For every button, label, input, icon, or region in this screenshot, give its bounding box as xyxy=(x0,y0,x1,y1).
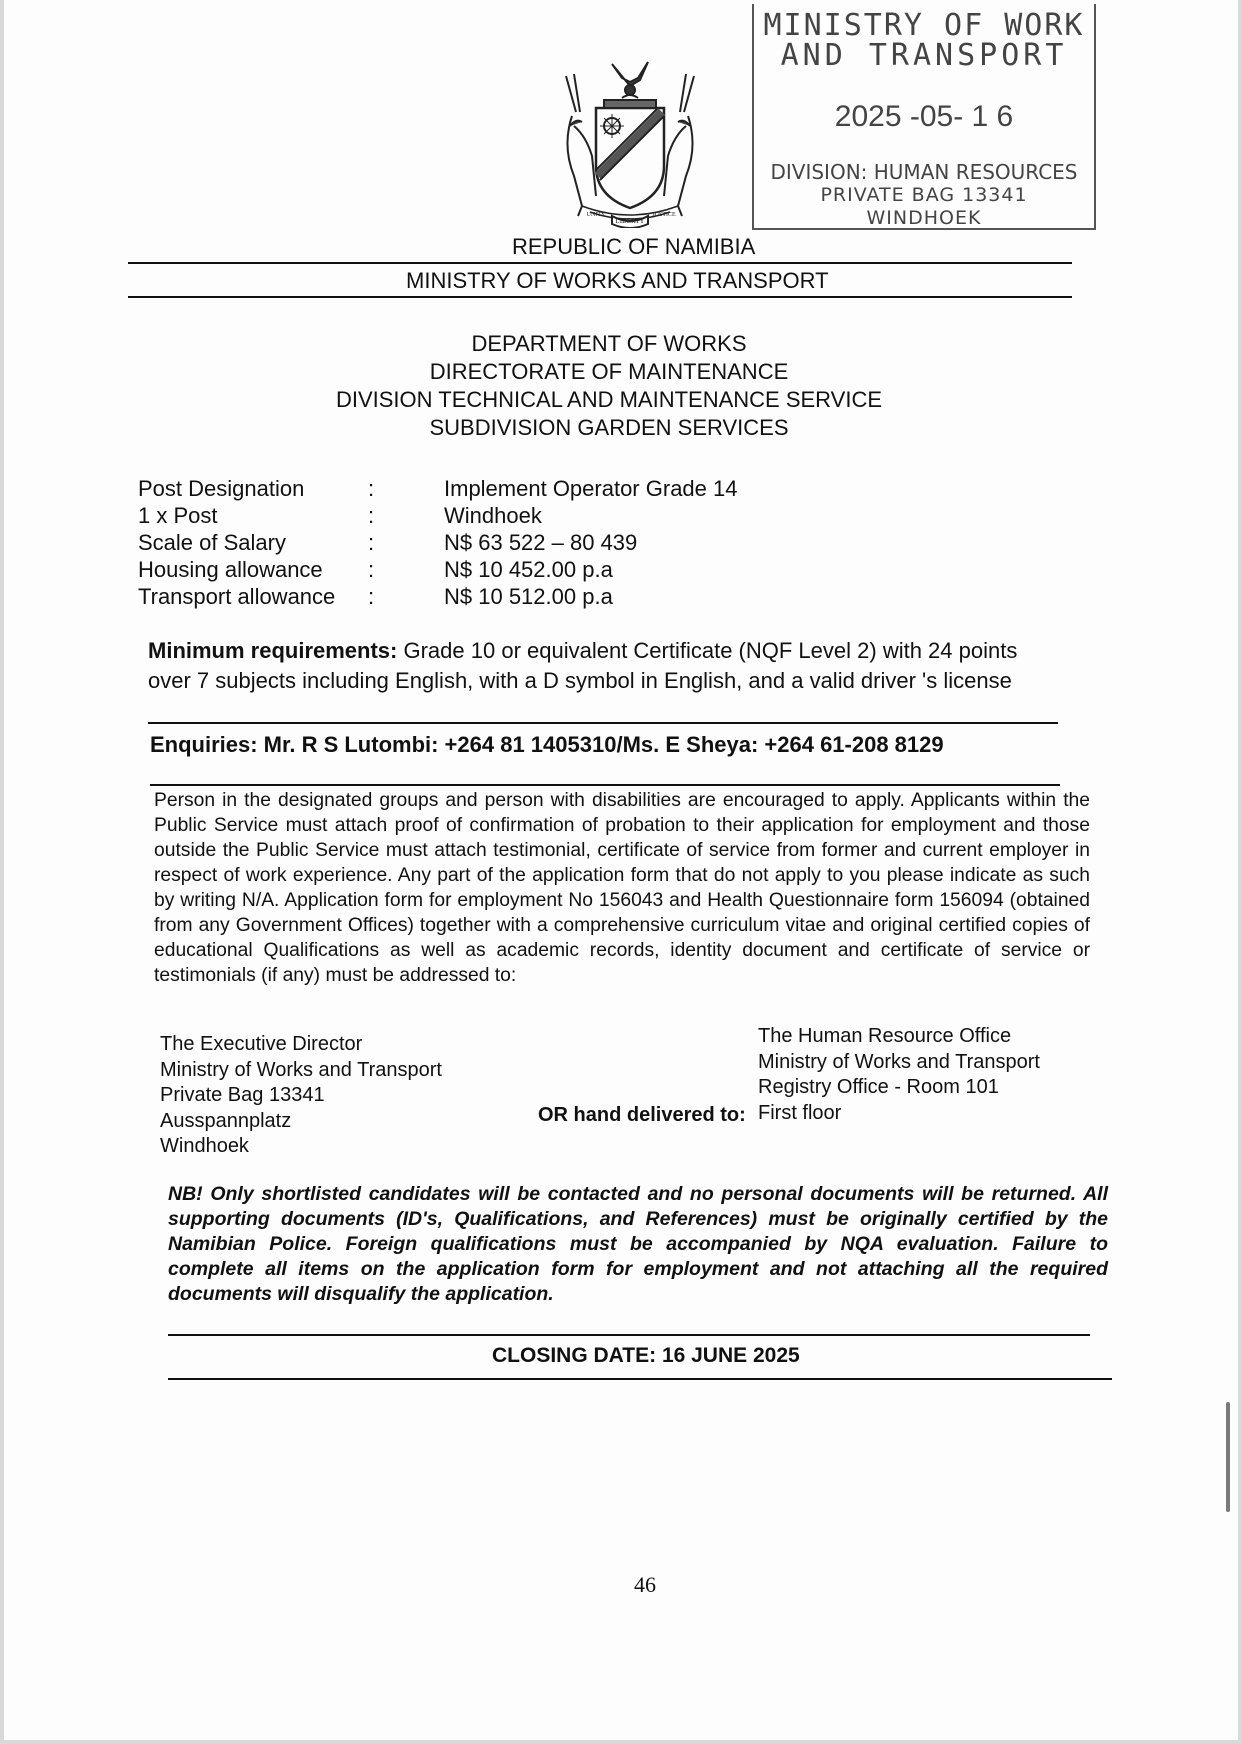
header-rule-2 xyxy=(128,296,1072,298)
address-line: Private Bag 13341 xyxy=(160,1084,325,1106)
closing-rule-bottom xyxy=(168,1378,1112,1380)
application-instructions: Person in the designated groups and person with disabilities are encouraged to apply. Applicants within the Public Service must attach proof of confirmation of probation to their application for employment and those outside the Public Service must attach testimonial, certificate of service from former and current employer in respect of work experience. Any part of the application form that do not apply to you please indicate as such by writing N/A. Application form for employment No 156043 and Health Questionnaire form 156094 (obtained from any Government Offices) together with a comprehensive curriculum vitae and original certified copies of educational Qualifications as well as academic records, identity document and certificate of service or testimonials (if any) must be addressed to: xyxy=(154,790,1090,986)
requirements-label: Minimum requirements: xyxy=(148,638,398,663)
received-stamp xyxy=(752,4,1096,230)
department-line-2: DIRECTORATE OF MAINTENANCE xyxy=(429,359,789,384)
post-info-label: Housing allowance xyxy=(138,557,323,582)
post-info-value: Implement Operator Grade 14 xyxy=(444,476,738,501)
header-rule-1 xyxy=(128,262,1072,264)
closing-rule-top xyxy=(168,1334,1090,1336)
republic-heading: REPUBLIC OF NAMIBIA xyxy=(512,234,756,259)
address-line: Ministry of Works and Transport xyxy=(160,1058,442,1081)
address-line: Registry Office - Room 101 xyxy=(758,1076,999,1098)
stamp-line-1: MINISTRY OF WORK xyxy=(763,8,1085,43)
department-line-1: DEPARTMENT OF WORKS xyxy=(471,331,747,356)
post-info-label: Post Designation xyxy=(138,476,305,501)
address-line: The Executive Director xyxy=(160,1033,363,1055)
postal-address xyxy=(160,1032,442,1160)
address-line: First floor xyxy=(758,1101,842,1124)
delivery-address xyxy=(758,1024,1040,1126)
post-info-colon: : xyxy=(368,503,375,528)
nb-notice: NB! Only shortlisted candidates will be contacted and no personal documents will be returned. All supporting documents (ID's, Qualifications, and References) must be originally certified by the Namibian Police. Foreign qualifications must be accompanied by NQA evaluation. Failure to complete all items on the application form for employment and not attaching all the required documents will disqualify the application. xyxy=(168,1183,1108,1305)
post-info-value: N$ 10 512.00 p.a xyxy=(444,584,613,609)
requirements-text: Grade 10 or equivalent Certificate (NQF Level 2) with 24 points over 7 subjects including English, with a D symbol in English, and a valid driver 's license xyxy=(148,638,1018,693)
post-info-label: Transport allowance xyxy=(138,584,336,609)
stamp-date: 2025 -05- 1 6 xyxy=(834,100,1014,133)
post-info-colon: : xyxy=(368,584,375,609)
scrollbar-thumb[interactable] xyxy=(1226,1402,1230,1512)
crest-motto-liberty: LIBERTY xyxy=(615,217,645,225)
post-info-colon: : xyxy=(368,530,375,555)
stamp-line-3: DIVISION: HUMAN RESOURCES xyxy=(770,160,1078,184)
enquiries-rule-bottom xyxy=(150,784,1060,786)
address-line: The Human Resource Office xyxy=(758,1025,1012,1047)
post-info-value: N$ 63 522 – 80 439 xyxy=(444,530,638,555)
post-info-colon: : xyxy=(368,557,375,582)
namibia-coat-of-arms-icon xyxy=(552,56,708,228)
department-block xyxy=(304,330,914,442)
address-line: Ausspannplatz xyxy=(160,1109,292,1132)
stamp-line-4: PRIVATE BAG 13341 xyxy=(820,184,1028,206)
page-number: 46 xyxy=(634,1572,656,1597)
enquiries-rule-top xyxy=(148,722,1058,724)
address-line: Windhoek xyxy=(160,1135,249,1157)
post-info-label: 1 x Post xyxy=(138,503,218,528)
post-info-label: Scale of Salary xyxy=(138,530,286,555)
closing-date: CLOSING DATE: 16 JUNE 2025 xyxy=(492,1344,800,1367)
stamp-line-2: AND TRANSPORT xyxy=(780,38,1068,73)
crest-motto-unity: UNITY xyxy=(586,212,606,218)
minimum-requirements xyxy=(148,636,1048,696)
or-hand-delivered-label: OR hand delivered to: xyxy=(538,1104,746,1126)
ministry-heading: MINISTRY OF WORKS AND TRANSPORT xyxy=(406,268,829,293)
department-line-3: DIVISION TECHNICAL AND MAINTENANCE SERVICE xyxy=(335,387,883,412)
address-line: Ministry of Works and Transport xyxy=(758,1050,1040,1073)
post-info-value: N$ 10 452.00 p.a xyxy=(444,557,613,582)
post-info-value: Windhoek xyxy=(444,503,542,528)
stamp-line-5: WINDHOEK xyxy=(866,207,982,229)
crest-motto-justice: JUSTICE xyxy=(652,212,676,218)
post-info-colon: : xyxy=(368,476,375,501)
department-line-4: SUBDIVISION GARDEN SERVICES xyxy=(429,415,789,440)
enquiries-line: Enquiries: Mr. R S Lutombi: +264 81 1405310/Ms. E Sheya: +264 61-208 8129 xyxy=(150,732,944,757)
document-page xyxy=(4,0,1238,1740)
